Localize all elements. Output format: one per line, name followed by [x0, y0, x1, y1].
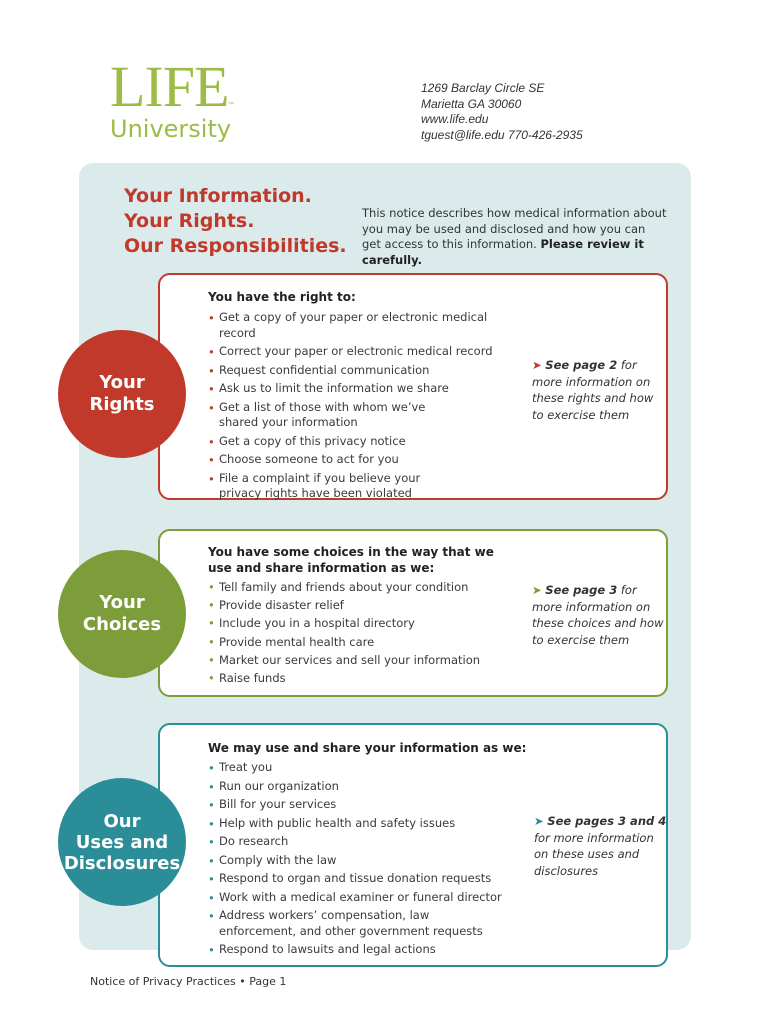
uses-circle-line-1: Our [103, 810, 141, 832]
uses-list [208, 759, 503, 960]
headline-line-3: Our Responsibilities. [124, 235, 347, 257]
list-item: • Treat you [208, 760, 273, 775]
rights-circle-line-1: Your [99, 372, 145, 393]
list-item: • Run our organization [208, 778, 339, 794]
logo-university-text: University [110, 115, 232, 143]
uses-card [158, 723, 668, 967]
address-contact: tguest@life.edu 770-426-2935 [421, 127, 583, 142]
list-item: • Choose someone to act for you [208, 452, 399, 467]
contact-address [421, 81, 583, 143]
headline-line-2: Your Rights. [124, 210, 255, 232]
choices-list [208, 578, 518, 687]
list-item: • Respond to lawsuits and legal actions [208, 942, 436, 957]
list-item: • Provide disaster relief [208, 598, 344, 613]
list-item: • Include you in a hospital directory [208, 616, 415, 631]
list-item: • File a complaint if you believe your privacy rights have been violated [208, 470, 421, 500]
list-item: • Ask us to limit the information we share [208, 381, 449, 396]
address-street: 1269 Barclay Circle SE [421, 81, 545, 95]
address-web: www.life.edu [421, 112, 489, 126]
page-headline [124, 184, 347, 259]
choices-circle-badge [58, 550, 186, 678]
list-item: • Request confidential communication [208, 362, 430, 378]
list-item: • Correct your paper or electronic medical record [208, 344, 493, 359]
uses-circle-badge [58, 778, 186, 906]
list-item: • Get a copy of your paper or electronic medical record [208, 310, 488, 340]
uses-circle-line-2: Uses and [75, 831, 169, 853]
list-item: • Bill for your services [208, 797, 337, 812]
uses-title: We may use and share your information as we: [208, 741, 527, 755]
choices-circle-line-2: Choices [82, 614, 162, 635]
list-item: • Do research [208, 834, 289, 849]
headline-line-1: Your Information. [124, 185, 312, 207]
rights-circle-line-2: Rights [89, 394, 155, 415]
life-university-logo [110, 54, 250, 148]
arrow-right-icon: ➤ [532, 358, 542, 372]
choices-see-page: ➤ See page 3 for more information on these choices and how to exercise them [532, 583, 664, 647]
choices-circle-line-1: Your [99, 592, 145, 613]
list-item: • Help with public health and safety issues [208, 815, 456, 831]
logo-trademark: ™ [228, 102, 234, 108]
rights-see-page: ➤ See page 2 for more information on these rights and how to exercise them [532, 358, 654, 422]
notice-description [362, 206, 667, 268]
list-item: • Market our services and sell your information [208, 652, 481, 667]
list-item: • Get a copy of this privacy notice [208, 433, 406, 449]
rights-circle-badge [58, 330, 186, 458]
uses-see-page: ➤ See pages 3 and 4 for more information on these uses and disclosures [534, 814, 667, 878]
address-city: Marietta GA 30060 [421, 96, 522, 111]
list-item: • Get a list of those with whom we’ve shared your information [208, 399, 426, 429]
list-item: • Work with a medical examiner or funeral director [208, 889, 502, 905]
uses-circle-line-3: Disclosures [63, 852, 181, 874]
list-item: • Address workers’ compensation, law enforcement, and other government requests [208, 908, 483, 938]
list-item: • Raise funds [208, 671, 286, 686]
arrow-right-icon: ➤ [532, 583, 542, 597]
logo-life-text: LIFE [110, 54, 229, 119]
rights-card [158, 273, 668, 500]
notice-emphasis: Please review it carefully. [362, 237, 644, 267]
list-item: • Respond to organ and tissue donation requests [208, 871, 492, 886]
notice-text: This notice describes how medical information about you may be used and disclosed and how you can get access to this information. [362, 206, 667, 251]
rights-list [208, 309, 518, 504]
page-footer: Notice of Privacy Practices • Page 1 [90, 975, 287, 988]
rights-title: You have the right to: [208, 290, 356, 304]
list-item: • Comply with the law [208, 852, 337, 868]
arrow-right-icon: ➤ [534, 814, 544, 828]
list-item: • Tell family and friends about your condition [208, 580, 469, 594]
choices-title: You have some choices in the way that we use and share information as we: [208, 545, 494, 575]
choices-card [158, 529, 668, 697]
list-item: • Provide mental health care [208, 634, 375, 649]
